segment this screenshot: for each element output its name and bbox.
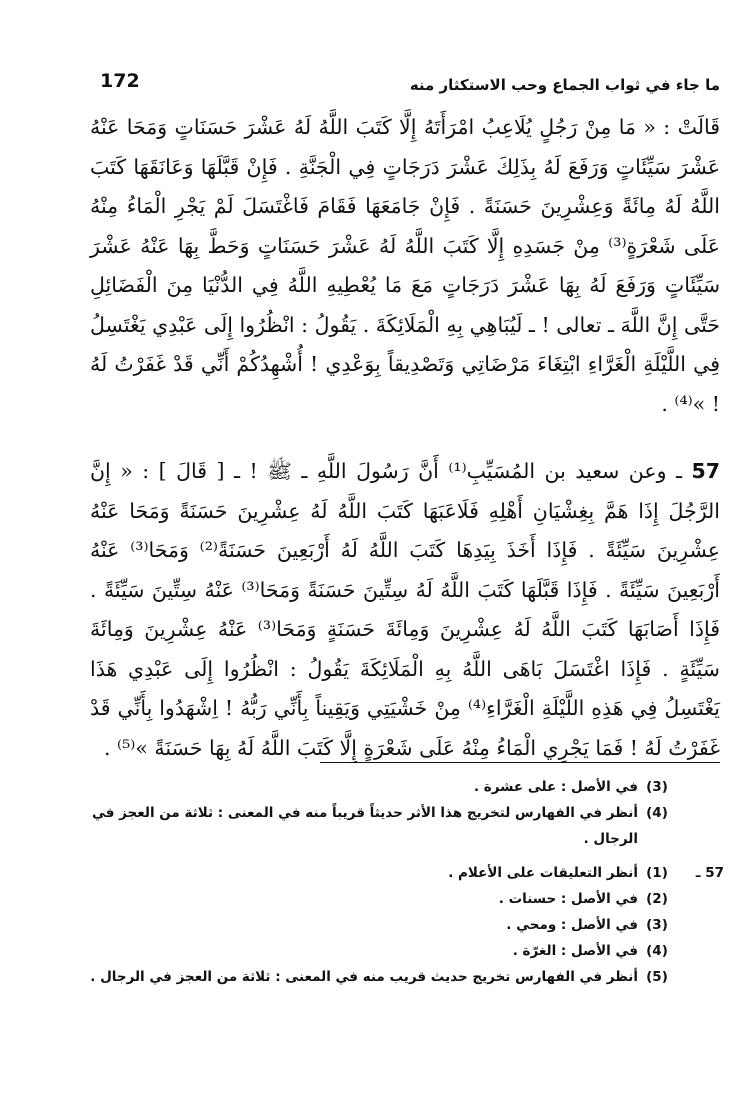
footnote-marker: (4) xyxy=(646,943,668,959)
footnote-marker: (3) xyxy=(646,917,668,933)
running-title: ما جاء في ثواب الجماع وحب الاستكثار منه xyxy=(409,76,720,94)
footnote xyxy=(80,860,724,886)
footnote-marker: (1) xyxy=(646,865,668,881)
footnote xyxy=(80,886,724,912)
footnote-text: أنظر التعليقات على الأعلام . xyxy=(448,865,638,881)
footnote xyxy=(80,938,724,964)
footnote-text: في الأصل : على عشرة . xyxy=(473,779,638,795)
footnote-text: أنظر في الفهارس لتخريج هذا الأثر حديثاً قريباً منه في المعنى : ثلاثة من العجز في الرجال . xyxy=(91,805,638,847)
footnote-marker: (2) xyxy=(646,891,668,907)
footnote-group-number: 57 ـ xyxy=(695,865,724,881)
page-number: 172 xyxy=(100,70,140,92)
hadith-number: 57 xyxy=(691,459,720,483)
paragraph-1: قَالَتْ : « مَا مِنْ رَجُلٍ يُلَاعِبُ امْرَأَتَهُ إِلَّا كَتَبَ اللَّهُ لَهُ عَشْرَ حَسَنَاتٍ وَمَحَا عَنْهُ عَشْرَ سَيِّئَاتٍ وَرَفَعَ لَهُ بِذَلِكَ عَشْرَ دَرَجَاتٍ فِي الْجَنَّةِ . فَإِنْ قَبَّلَهَا وَعَانَقَهَا كَتَبَ اللَّهُ لَهُ مِائَةً وَعِشْرِينَ حَسَنَةً . فَإِنْ جَامَعَهَا فَقَامَ فَاغْتَسَلَ لَمْ يَجْرِ الْمَاءُ مِنْهُ عَلَى شَعْرَةٍ⁽³⁾ مِنْ جَسَدِهِ إِلَّا كَتَبَ اللَّهُ لَهُ عَشْرَ حَسَنَاتٍ وَحَطَّ بِهَا عَنْهُ عَشْرَ سَيِّئَاتٍ وَرَفَعَ لَهُ بِهَا عَشْرَ دَرَجَاتٍ مَعَ مَا يُعْطِيهِ اللَّهُ فِي الدُّنْيَا مِنَ الْفَضَائِلِ حَتَّى إِنَّ اللَّهَ ـ تعالى ! ـ لَيُبَاهِي بِهِ الْمَلَائِكَةَ . يَقُولُ : انْظُرُوا إِلَى عَبْدِي يَغْتَسِلُ فِي اللَّيْلَةِ الْغَرَّاءِ ابْتِغَاءَ مَرْضَاتِي وَتَصْدِيقاً بِوَعْدِي ! أُشْهِدُكُمْ أَنِّي قَدْ غَفَرْتُ لَهُ ! »⁽⁴⁾ . xyxy=(90,115,721,416)
footnote-text: في الأصل : ومحي . xyxy=(506,917,638,933)
footnote-text: أنظر في الفهارس تخريج حديث قريب منه في المعنى : ثلاثة من العجز في الرجال . xyxy=(90,969,638,985)
footnote xyxy=(80,774,724,800)
footnote-marker: (5) xyxy=(646,969,668,985)
footnote xyxy=(80,800,724,852)
page-header xyxy=(100,66,720,100)
footnote-separator xyxy=(320,762,720,763)
footnote xyxy=(80,912,724,938)
footnote xyxy=(80,964,724,990)
paragraph-2-text: ـ وعن سعيد بن المُسَيِّبِ⁽¹⁾ أَنَّ رَسُولَ اللَّهِ ـ ﷺ ! ـ [ قَالَ ] : « إِنَّ الرَّجُلَ إِذَا هَمَّ بِغِشْيَانِ أَهْلِهِ فَلَاعَبَهَا كَتَبَ اللَّهُ لَهُ عِشْرِينَ حَسَنَةً وَمَحَا عَنْهُ عِشْرِينَ سَيِّئَةً . فَإِذَا أَخَذَ بِيَدِهَا كَتَبَ اللَّهُ لَهُ أَرْبَعِينَ حَسَنَةً⁽²⁾ وَمَحَا⁽³⁾ عَنْهُ أَرْبَعِينَ سَيِّئَةً . فَإِذَا قَبَّلَهَا كَتَبَ اللَّهُ لَهُ سِتِّينَ حَسَنَةً وَمَحَا⁽³⁾ عَنْهُ سِتِّينَ سَيِّئَةً . فَإِذَا أَصَابَهَا كَتَبَ اللَّهُ لَهُ عِشْرِينَ وَمِائَةَ حَسَنَةٍ وَمَحَا⁽³⁾ عَنْهُ عِشْرِينَ وَمِائَةَ سَيِّئَةٍ . فَإِذَا اغْتَسَلَ بَاهَى اللَّهُ بِهِ الْمَلَائِكَةَ يَقُولُ : انْظُرُوا إِلَى عَبْدِي هَذَا يَغْتَسِلُ فِي هَذِهِ اللَّيْلَةِ الْغَرَّاءِ⁽⁴⁾ مِنْ خَشْيَتِي وَيَقِيناً بِأَنِّي رَبُّهُ ! اِشْهَدُوا بِأَنِّي قَدْ غَفَرْتُ لَهُ ! فَمَا يَجْرِي الْمَاءُ مِنْهُ عَلَى شَعْرَةٍ إِلَّا كَتَبَ اللَّهُ لَهُ بِهَا حَسَنَةً »⁽⁵⁾ . xyxy=(90,459,721,760)
footnote-marker: (3) xyxy=(646,779,668,795)
footnote-marker: (4) xyxy=(646,805,668,821)
footnote-text: في الأصل : حسنات . xyxy=(498,891,638,907)
footnotes xyxy=(80,774,724,990)
footnote-text: في الأصل : الغرّة . xyxy=(512,943,638,959)
footnote-gap xyxy=(80,852,724,860)
paragraph-2 xyxy=(90,452,720,768)
